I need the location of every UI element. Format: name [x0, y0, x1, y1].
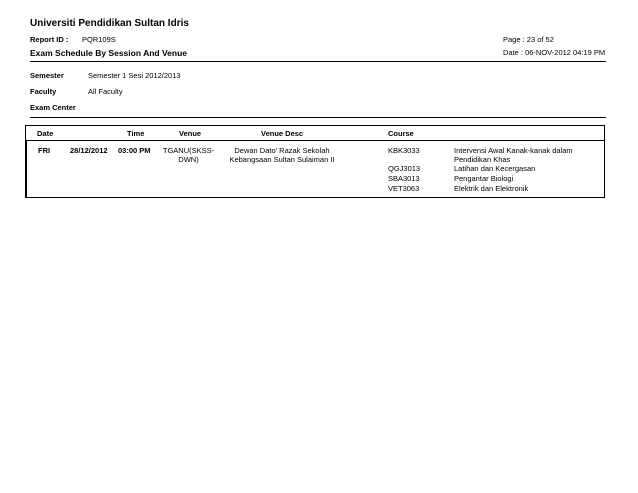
header-divider — [30, 61, 606, 62]
row-venue-desc-line2: Kebangsaan Sultan Sulaiman II — [229, 155, 335, 164]
faculty-value: All Faculty — [88, 87, 123, 96]
course-name: Intervensi Awal Kanak-kanak dalam — [454, 146, 573, 155]
col-venue: Venue — [179, 129, 202, 138]
faculty-label: Faculty — [30, 87, 57, 96]
report-date: Date : 06-NOV-2012 04:19 PM — [503, 48, 606, 57]
course-code: QGJ3013 — [388, 164, 421, 173]
row-venue-desc-line1: Dewan Dato' Razak Sekolah — [234, 146, 330, 155]
report-title: Exam Schedule By Session And Venue — [30, 48, 187, 58]
row-date: 28/12/2012 — [70, 146, 108, 155]
page-number: Page : 23 of 52 — [503, 35, 554, 44]
semester-value: Semester 1 Sesi 2012/2013 — [88, 71, 181, 80]
course-name-cont: Pendidikan Khas — [454, 155, 511, 164]
course-name: Elektrik dan Elektronik — [454, 184, 529, 193]
report-id-value: PQR109S — [82, 35, 116, 44]
exam-table — [25, 125, 605, 198]
course-name: Latihan dan Kecergasan — [454, 164, 536, 173]
row-day: FRI — [38, 146, 51, 155]
table-header — [26, 126, 604, 141]
col-venue-desc: Venue Desc — [261, 129, 304, 138]
course-name: Pengantar Biologi — [454, 174, 514, 183]
university-name: Universiti Pendidikan Sultan Idris — [30, 18, 189, 29]
info-divider — [30, 117, 606, 118]
semester-label: Semester — [30, 71, 64, 80]
course-code: VET3063 — [388, 184, 420, 193]
column-divider — [26, 141, 27, 198]
row-venue-line2: DWN) — [178, 155, 199, 164]
row-venue-line1: TGANU(SKSS- — [162, 146, 215, 155]
row-time: 03:00 PM — [118, 146, 151, 155]
col-course: Course — [388, 129, 414, 138]
course-code: SBA3013 — [388, 174, 420, 183]
course-code: KBK3033 — [388, 146, 420, 155]
col-date: Date — [37, 129, 54, 138]
exam-center-label: Exam Center — [30, 103, 76, 112]
report-id-label: Report ID : — [30, 35, 69, 44]
col-time: Time — [127, 129, 145, 138]
